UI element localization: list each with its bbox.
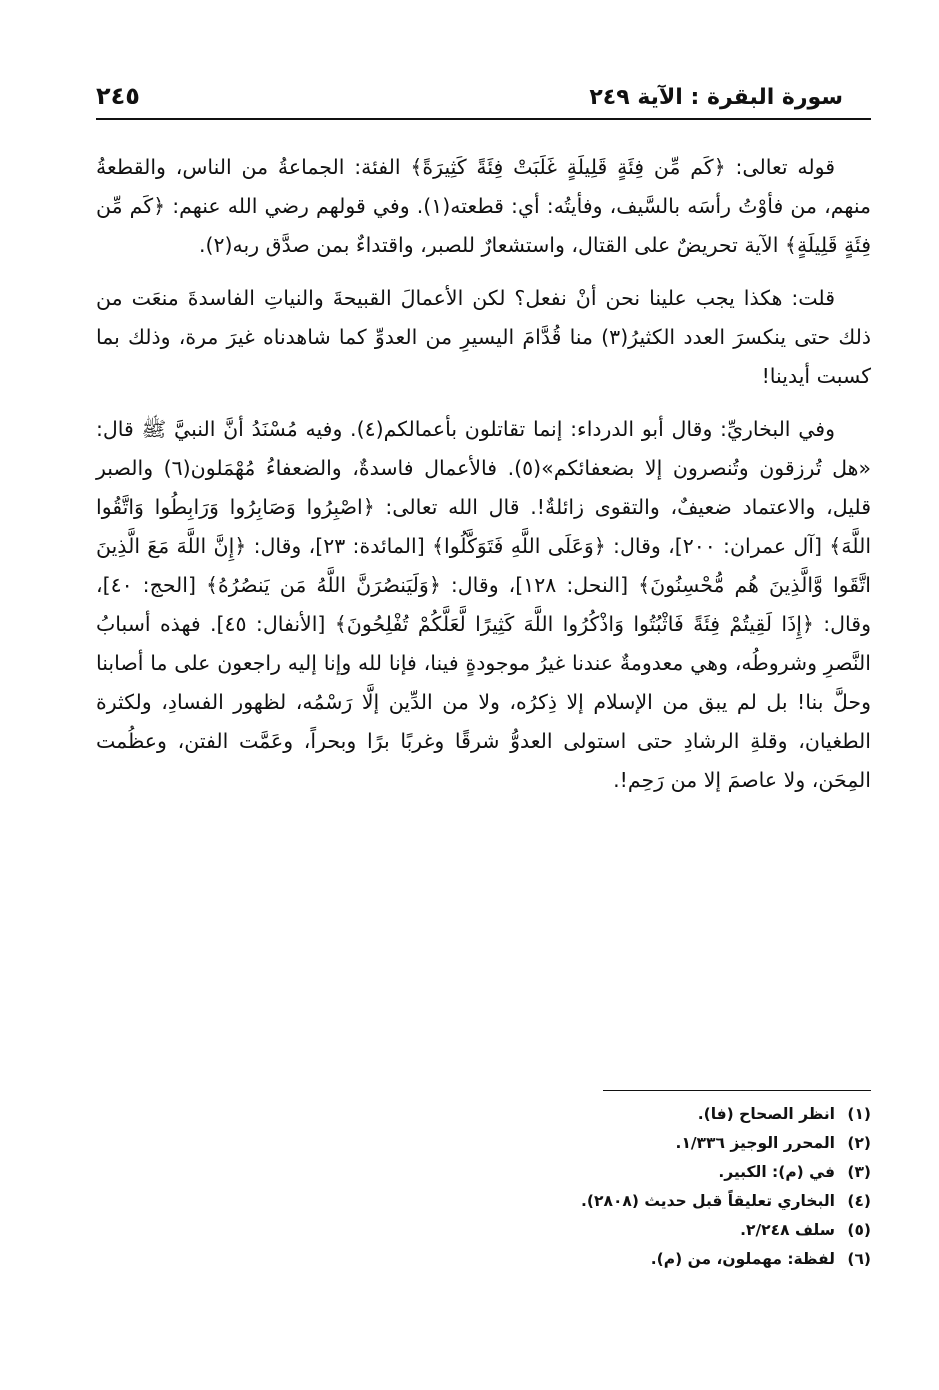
footnote-text: البخاري تعليقاً قبل حديث (٢٨٠٨). [581,1192,835,1210]
footnote-5 [300,1216,871,1245]
footnote-4 [300,1187,871,1216]
main-text [96,148,871,814]
footnote-2 [300,1129,871,1158]
footnote-1 [300,1100,871,1129]
footnote-rule [603,1090,871,1091]
footnote-number: (١) [847,1105,871,1123]
footnote-number: (٣) [847,1163,871,1181]
running-header [96,76,843,110]
footnote-6 [300,1245,871,1274]
footnote-text: سلف ٢/٢٤٨. [740,1221,835,1239]
header-rule [96,118,871,120]
footnote-text: في (م): الكبير. [718,1163,835,1181]
footnotes [300,1100,871,1274]
header-title: سورة البقرة : الآية ٢٤٩ [589,85,843,110]
footnote-number: (٢) [847,1134,871,1152]
footnote-number: (٦) [847,1250,871,1268]
paragraph-2: قلت: هكذا يجب علينا نحن أنْ نفعل؟ لكن الأعمالَ القبيحةَ والنياتِ الفاسدةَ منعَت من ذلك حتى ينكسرَ العدد الكثيرُ(٣) منا قُدَّامَ اليسيرِ من العدوِّ كما شاهدناه غيرَ مرة، وذلك بما كسبت أيدينا! [96,286,872,388]
footnote-text: المحرر الوجيز ١/٣٣٦. [675,1134,835,1152]
footnote-text: لفظة: مهملون، من (م). [650,1250,835,1268]
paragraph-1: قوله تعالى: ﴿كَم مِّن فِئَةٍ قَلِيلَةٍ غَلَبَتْ فِئَةً كَثِيرَةً﴾ الفئة: الجماعةُ من الناس، والقطعةُ منهم، من فأوْتُ رأسَه بالسَّيف، وفأيتُه: أي: قطعته(١). وفي قولهم رضي الله عنهم: ﴿كَم مِّن فِئَةٍ قَلِيلَةٍ﴾ الآية تحريضٌ على القتال، واستشعارٌ للصبر، واقتداءٌ بمن صدَّق ربه(٢). [96,155,871,257]
footnote-text: انظر الصحاح (فا). [697,1105,835,1123]
paragraph-3: وفي البخاريِّ: وقال أبو الدرداء: إنما تقاتلون بأعمالكم(٤). وفيه مُسْنَدُ أنَّ النبيَّ ﷺ قال: «هل تُرزقون وتُنصرون إلا بضعفائكم»(٥). فالأعمال فاسدةٌ، والضعفاءُ مُهْمَلون(٦) والصبر قليل، والاعتماد ضعيفٌ، والتقوى زائلةٌ!. قال الله تعالى: ﴿اصْبِرُوا وَصَابِرُوا وَرَابِطُوا وَاتَّقُوا اللَّهَ﴾ [آل عمران: ٢٠٠]، وقال: ﴿وَعَلَى اللَّهِ فَتَوَكَّلُوا﴾ [المائدة: ٢٣]، وقال: ﴿إِنَّ اللَّهَ مَعَ الَّذِينَ اتَّقَوا وَّالَّذِينَ هُم مُّحْسِنُونَ﴾ [النحل: ١٢٨]، وقال: ﴿وَلَيَنصُرَنَّ اللَّهُ مَن يَنصُرُهُ﴾ [الحج: ٤٠]، وقال: ﴿إِذَا لَقِيتُمْ فِئَةً فَاثْبُتُوا وَاذْكُرُوا اللَّهَ كَثِيرًا لَّعَلَّكُمْ تُفْلِحُونَ﴾ [الأنفال: ٤٥]. فهذه أسبابُ النَّصرِ وشروطُه، وهي معدومةٌ عندنا غيرُ موجودةٍ فينا، فإنا لله وإنا إليه راجعون على ما أصابنا وحلَّ بنا! بل لم يبق من الإسلام إلا ذِكرُه، ولا من الدِّين إلَّا رَسْمُه، لظهور الفسادِ، ولكثرة الطغيان، وقلةِ الرشادِ حتى استولى العدوُّ شرقًا وغربًا برًا وبحراً، وعَمَّت الفتن، وعظُمت المِحَن، ولا عاصمَ إلا من رَحِم!. [96,417,872,792]
page-number: ٢٤٥ [96,82,140,110]
footnote-number: (٥) [847,1221,871,1239]
footnote-number: (٤) [847,1192,871,1210]
footnote-3 [300,1158,871,1187]
